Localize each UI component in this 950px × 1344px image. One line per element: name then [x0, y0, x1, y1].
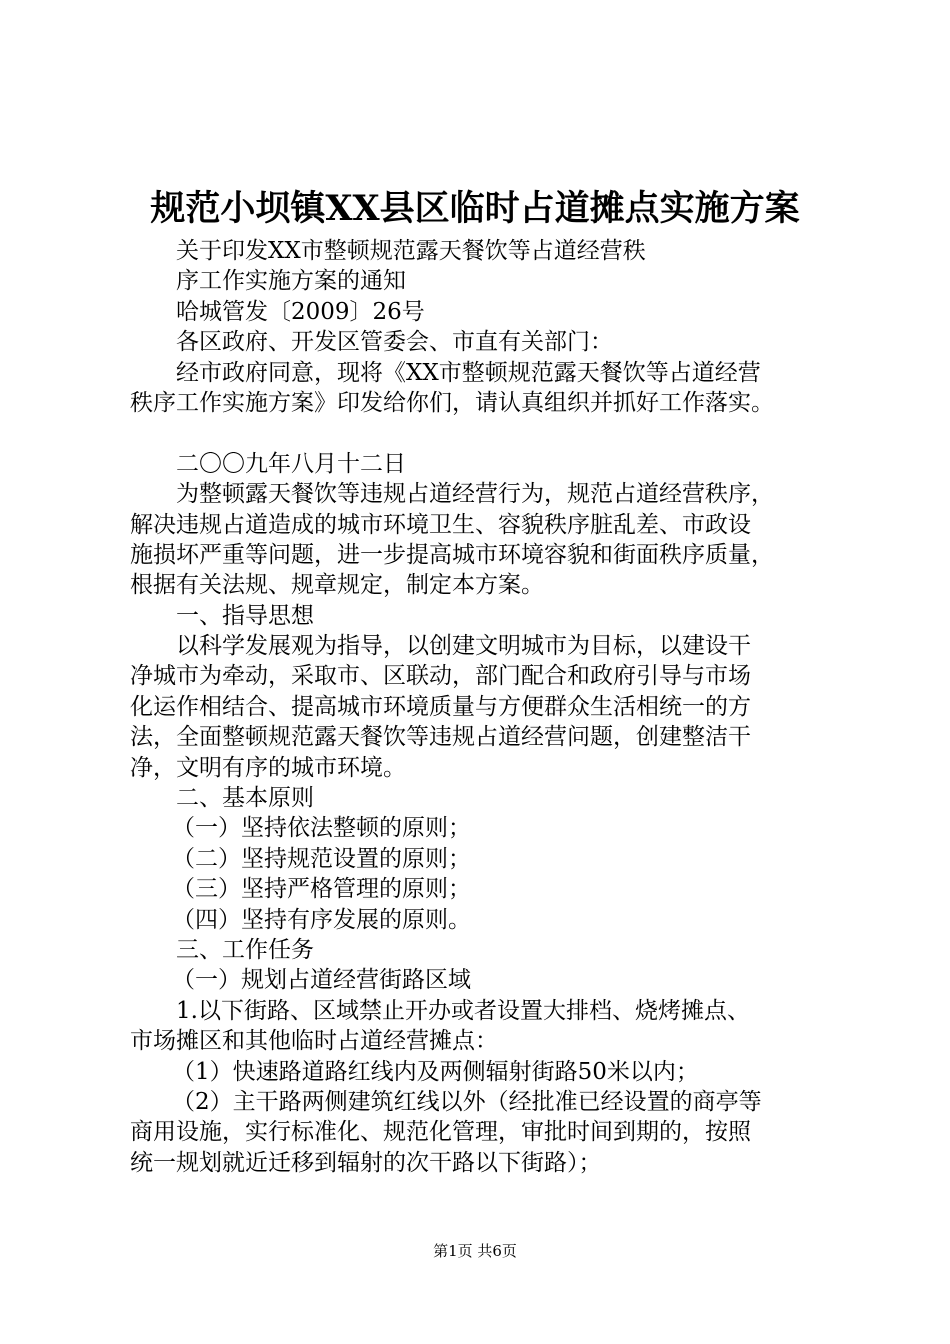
- page-footer: 第1页 共6页: [433, 1242, 517, 1260]
- paragraph-line: 1.以下街路、区域禁止开办或者设置大排档、烧烤摊点、: [176, 997, 750, 1024]
- section-heading: 三、工作任务: [176, 936, 314, 963]
- principle-item: （四）坚持有序发展的原则。: [172, 906, 471, 933]
- spacer: [130, 418, 830, 448]
- paragraph-line: 商用设施，实行标准化、规范化管理，审批时间到期的，按照: [130, 1119, 751, 1146]
- principle-item: （三）坚持严格管理的原则；: [172, 876, 471, 903]
- notice-paragraph-line: 经市政府同意，现将《XX市整顿规范露天餐饮等占道经营: [176, 359, 761, 386]
- paragraph-line: 净，文明有序的城市环境。: [130, 754, 406, 781]
- paragraph-line: 解决违规占道造成的城市环境卫生、容貌秩序脏乱差、市政设: [130, 511, 751, 538]
- document-number: 哈城管发〔2009〕26号: [176, 298, 425, 325]
- paragraph-line: 化运作相结合、提高城市环境质量与方便群众生活相统一的方: [130, 693, 751, 720]
- paragraph-line: 法，全面整顿规范露天餐饮等违规占道经营问题，创建整洁干: [130, 724, 751, 751]
- principle-item: （二）坚持规范设置的原则；: [172, 845, 471, 872]
- document-body: [130, 236, 830, 1178]
- document-date: 二〇〇九年八月十二日: [176, 450, 406, 477]
- notice-paragraph-line: 秩序工作实施方案》印发给你们，请认真组织并抓好工作落实。: [130, 389, 774, 416]
- section-heading: 二、基本原则: [176, 785, 314, 812]
- list-item: （1）快速路道路红线内及两侧辐射街路50米以内；: [172, 1058, 699, 1085]
- notice-title-line-2: 序工作实施方案的通知: [176, 268, 406, 295]
- list-item: （2）主干路两侧建筑红线以外（经批准已经设置的商亭等: [172, 1088, 762, 1115]
- paragraph-line: 净城市为牵动，采取市、区联动，部门配合和政府引导与市场: [130, 663, 751, 690]
- paragraph-line: 为整顿露天餐饮等违规占道经营行为，规范占道经营秩序，: [176, 481, 774, 508]
- paragraph-line: 统一规划就近迁移到辐射的次干路以下街路）；: [130, 1149, 602, 1176]
- paragraph-line: 根据有关法规、规章规定，制定本方案。: [130, 572, 544, 599]
- paragraph-line: 以科学发展观为指导，以创建文明城市为目标，以建设干: [176, 633, 751, 660]
- subsection-heading: （一）规划占道经营街路区域: [172, 967, 471, 994]
- notice-title-line-1: 关于印发XX市整顿规范露天餐饮等占道经营秩: [176, 238, 646, 264]
- paragraph-line: 施损坏严重等问题，进一步提高城市环境容貌和街面秩序质量，: [130, 541, 774, 568]
- principle-item: （一）坚持依法整顿的原则；: [172, 815, 471, 842]
- recipients: 各区政府、开发区管委会、市直有关部门：: [176, 329, 613, 356]
- document-title: 规范小坝镇XX县区临时占道摊点实施方案: [150, 188, 800, 229]
- paragraph-line: 市场摊区和其他临时占道经营摊点：: [130, 1028, 498, 1055]
- section-heading: 一、指导思想: [176, 602, 314, 629]
